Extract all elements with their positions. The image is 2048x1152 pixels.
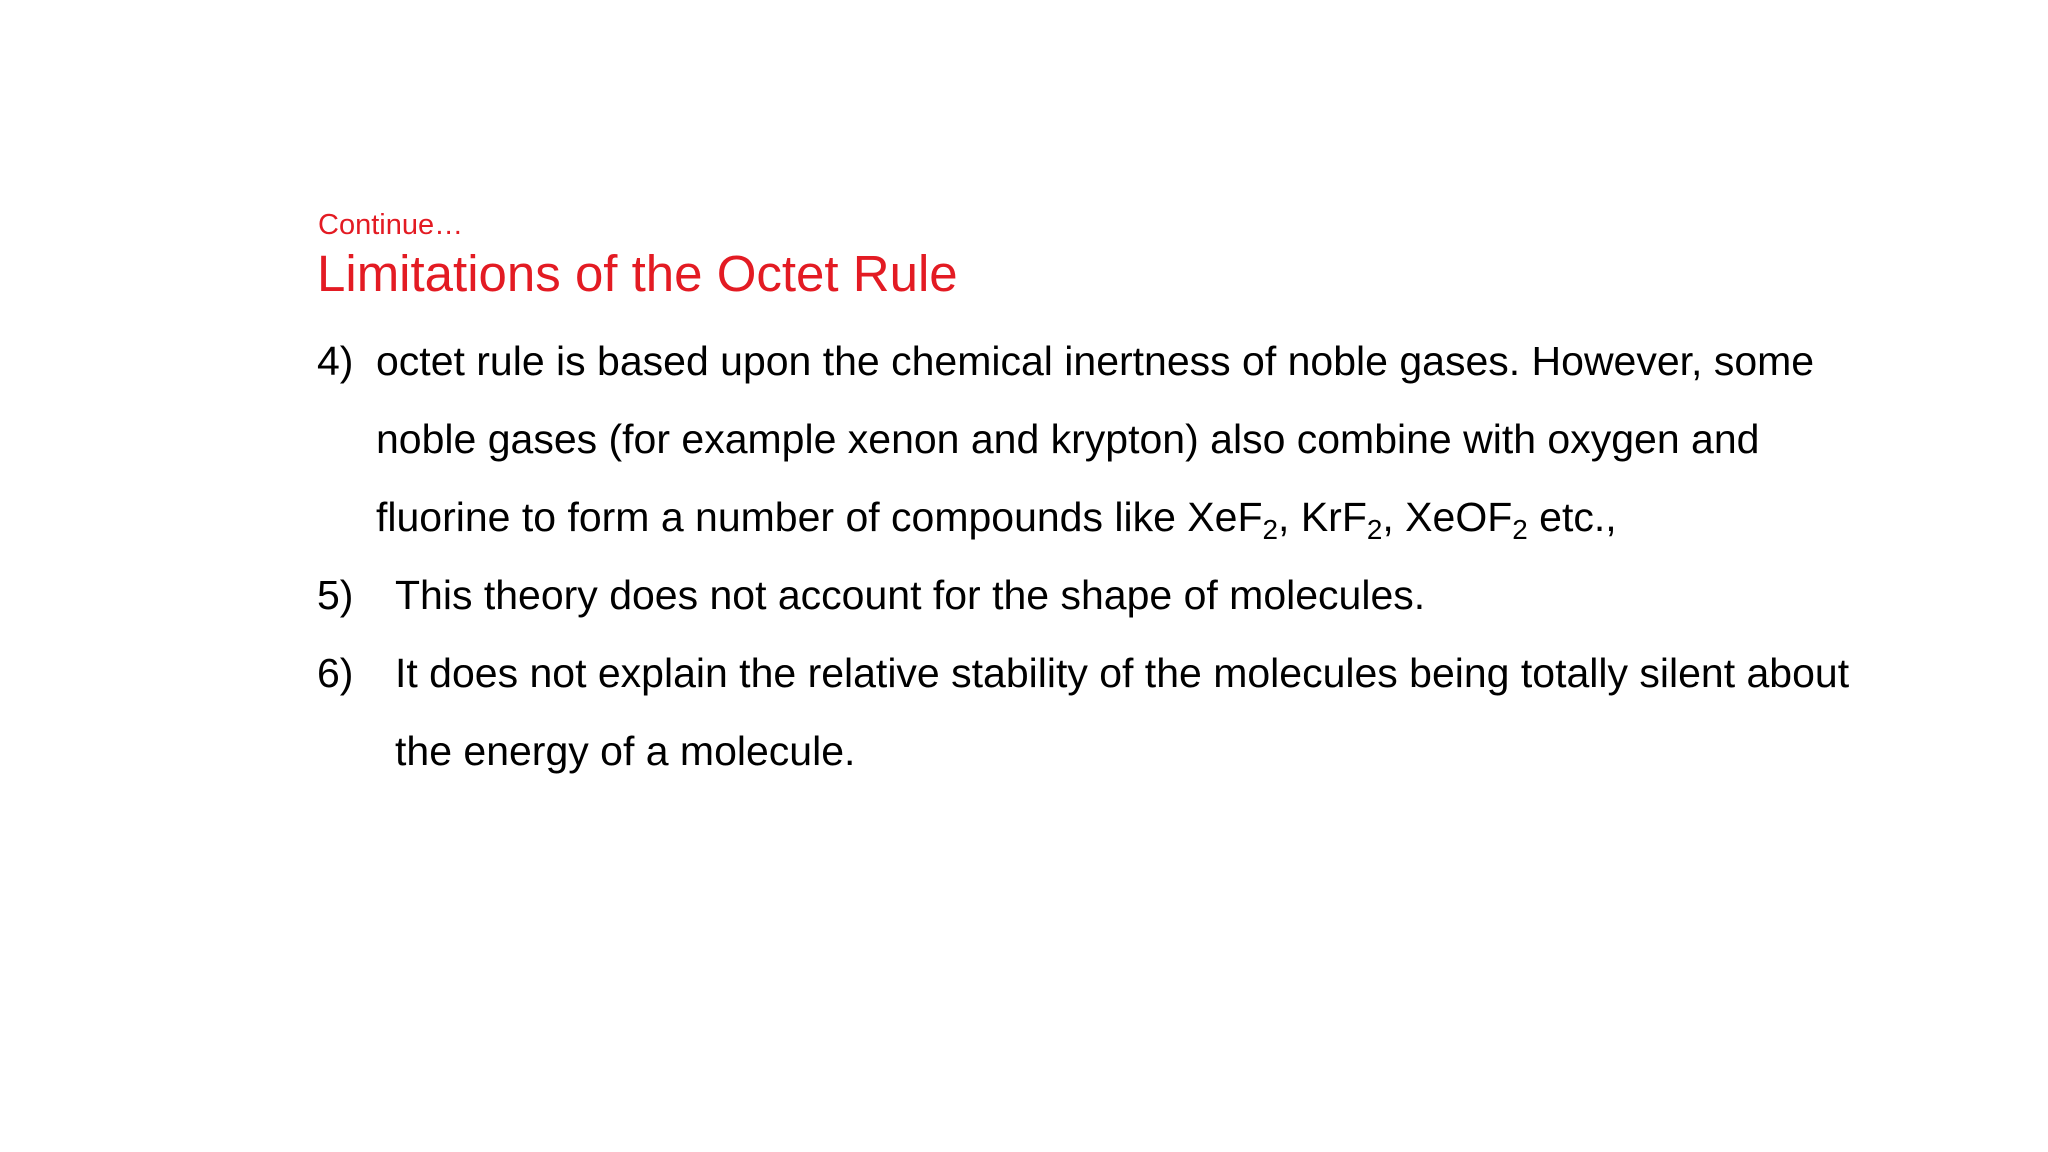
list-item-text: [376, 322, 1877, 556]
list-item-number: 6): [317, 650, 354, 696]
formula-xeof2: XeOF$_2$: [1405, 494, 1528, 545]
slide-title: Limitations of the Octet Rule: [317, 245, 958, 302]
formula-xef2: XeF$_2$,: [1187, 494, 1301, 545]
list-item-6: [317, 634, 1877, 790]
list-item-text-after: etc.,: [1527, 494, 1617, 540]
list-item-text: It does not explain the relative stability of the molecules being totally silent about the energy of a molecule.: [395, 650, 1850, 774]
list-item-number: 5): [317, 572, 354, 618]
list-item-4: [317, 322, 1877, 556]
list-item-number: 4): [317, 338, 354, 384]
continue-label: Continue…: [318, 209, 464, 241]
list-item-text-before: octet rule is based upon the chemical inertness of noble gases. However, some noble gases (for example xenon and krypton) also combine with oxygen and fluorine to form a number of compounds like: [376, 338, 1815, 540]
limitations-list: [317, 322, 1877, 790]
formula-krf2: KrF$_2$,: [1300, 494, 1406, 545]
list-item-text: This theory does not account for the shape of molecules.: [395, 572, 1426, 618]
list-item-5: [317, 556, 1877, 634]
